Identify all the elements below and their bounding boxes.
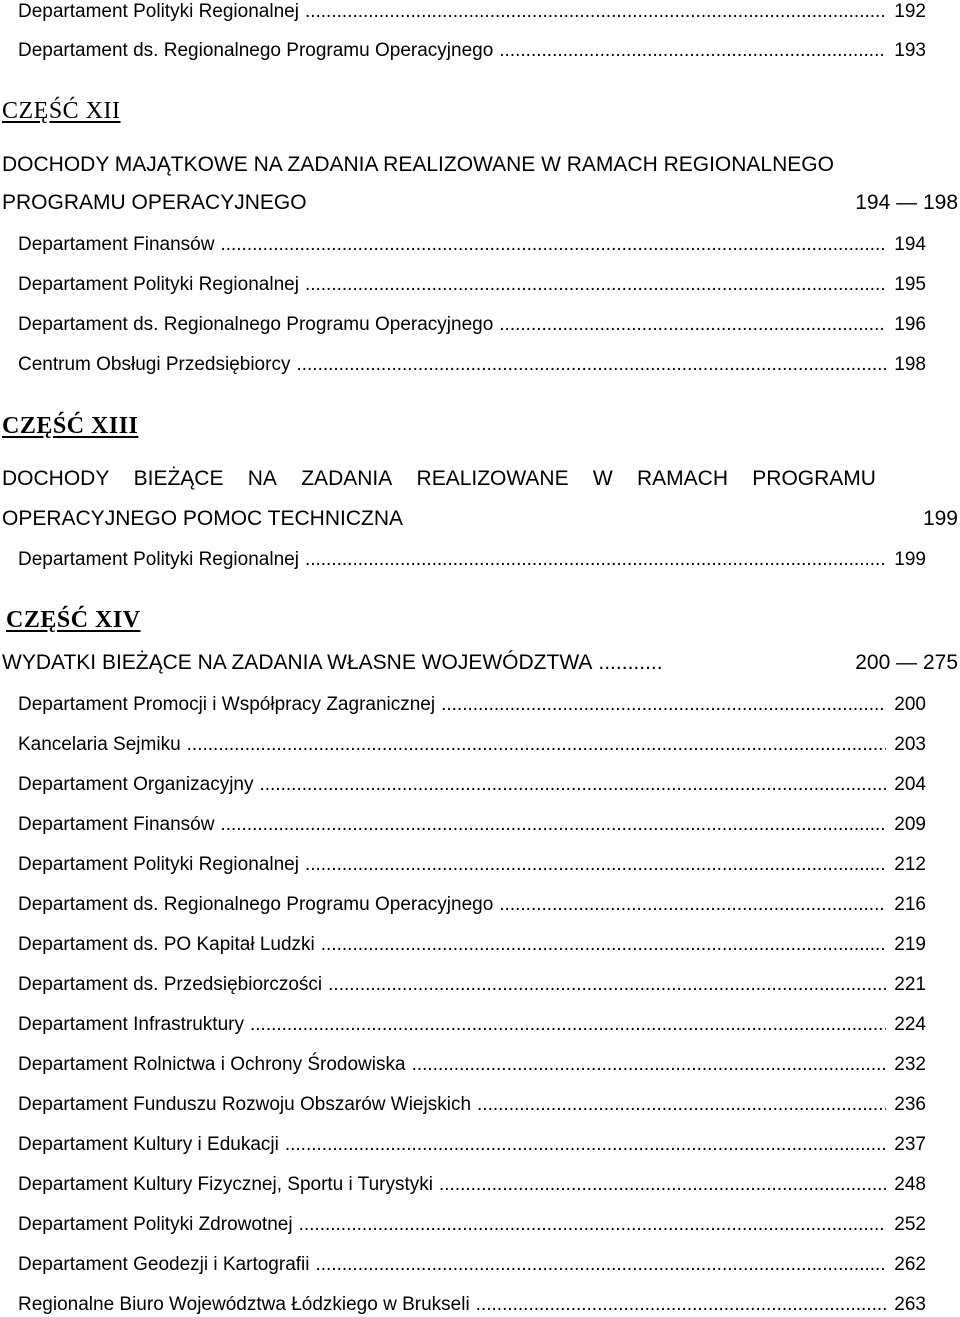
toc-entry-label: Departament Polityki Zdrowotnej bbox=[18, 1214, 293, 1235]
part-xiv-title: CZĘŚĆ XIV bbox=[6, 607, 141, 633]
dot-leader bbox=[441, 693, 886, 717]
toc-entry-label: Departament Finansów bbox=[18, 814, 215, 835]
dot-leader bbox=[321, 933, 886, 957]
toc-entry-label: Departament Polityki Regionalnej bbox=[18, 1, 299, 22]
dot-leader bbox=[187, 733, 886, 757]
heading-word: RAMACH bbox=[637, 467, 729, 490]
toc-entry-label: Departament ds. Regionalnego Programu Operacyjnego bbox=[18, 314, 494, 335]
dot-leader bbox=[260, 773, 887, 797]
toc-entry[interactable] bbox=[18, 973, 926, 997]
toc-entry-label: Departament ds. Regionalnego Programu Operacyjnego bbox=[18, 40, 494, 61]
toc-entry[interactable] bbox=[18, 773, 926, 797]
toc-entry-page: 262 bbox=[894, 1254, 926, 1275]
toc-entry-label: Departament Polityki Regionalnej bbox=[18, 549, 299, 570]
toc-entry[interactable] bbox=[18, 933, 926, 957]
part-xiv-heading-row[interactable] bbox=[2, 650, 958, 676]
dot-leader bbox=[285, 1133, 886, 1157]
part-xiv-heading-pages: 200 — 275 bbox=[855, 651, 958, 674]
toc-entry[interactable] bbox=[18, 313, 926, 337]
dot-leader bbox=[499, 313, 886, 337]
dot-leader bbox=[250, 1013, 886, 1037]
toc-entry-page: 236 bbox=[894, 1094, 926, 1115]
toc-entry[interactable] bbox=[18, 1293, 926, 1317]
dot-leader bbox=[299, 1213, 886, 1237]
toc-entry[interactable] bbox=[18, 353, 926, 377]
dot-leader bbox=[296, 353, 886, 377]
toc-entry-label: Kancelaria Sejmiku bbox=[18, 734, 181, 755]
toc-entry[interactable] bbox=[18, 1053, 926, 1077]
dot-leader bbox=[315, 1253, 886, 1277]
heading-word: DOCHODY bbox=[2, 467, 110, 490]
heading-word: NA bbox=[247, 467, 277, 490]
dot-leader bbox=[439, 1173, 886, 1197]
heading-word: PROGRAMU bbox=[752, 467, 876, 490]
part-xiii-heading-line2: OPERACYJNEGO POMOC TECHNICZNA bbox=[2, 507, 403, 530]
part-xii-heading-row[interactable] bbox=[2, 190, 958, 216]
toc-entry-page: 193 bbox=[894, 40, 926, 61]
toc-entry[interactable] bbox=[18, 39, 926, 63]
heading-word: REALIZOWANE bbox=[416, 467, 569, 490]
toc-entry-label: Departament Rolnictwa i Ochrony Środowiska bbox=[18, 1054, 406, 1075]
toc-entry-page: 204 bbox=[894, 774, 926, 795]
toc-entry-label: Departament Geodezji i Kartografii bbox=[18, 1254, 310, 1275]
toc-entry-page: 199 bbox=[894, 549, 926, 570]
toc-entry-label: Departament ds. Przedsiębiorczości bbox=[18, 974, 323, 995]
toc-entry[interactable] bbox=[18, 233, 926, 257]
dot-leader bbox=[305, 548, 886, 572]
toc-entry-page: 221 bbox=[894, 974, 926, 995]
toc-entry-page: 212 bbox=[894, 854, 926, 875]
toc-entry[interactable] bbox=[18, 0, 926, 24]
toc-entry-page: 219 bbox=[894, 934, 926, 955]
toc-entry-page: 237 bbox=[894, 1134, 926, 1155]
part-xiii-title: CZĘŚĆ XIII bbox=[2, 413, 139, 439]
dot-leader bbox=[305, 273, 886, 297]
part-xiii-heading-pages: 199 bbox=[922, 507, 958, 530]
toc-entry[interactable] bbox=[18, 273, 926, 297]
toc-entry[interactable] bbox=[18, 1213, 926, 1237]
toc-entry-label: Departament Polityki Regionalnej bbox=[18, 274, 299, 295]
dot-leader bbox=[499, 39, 886, 63]
toc-entry[interactable] bbox=[18, 1093, 926, 1117]
dot-leader bbox=[305, 0, 886, 24]
toc-entry[interactable] bbox=[18, 1013, 926, 1037]
toc-entry[interactable] bbox=[18, 693, 926, 717]
dot-leader bbox=[499, 893, 886, 917]
toc-entry-page: 195 bbox=[894, 274, 926, 295]
toc-entry[interactable] bbox=[18, 1253, 926, 1277]
toc-entry-page: 216 bbox=[894, 894, 926, 915]
part-xii-heading-line1: DOCHODY MAJĄTKOWE NA ZADANIA REALIZOWANE W RAMACH REGIONALNEGO bbox=[2, 153, 834, 176]
toc-entry[interactable] bbox=[18, 1133, 926, 1157]
toc-entry-label: Departament Infrastruktury bbox=[18, 1014, 244, 1035]
toc-entry[interactable] bbox=[18, 1173, 926, 1197]
part-xii-heading-line2: PROGRAMU OPERACYJNEGO bbox=[2, 191, 307, 214]
toc-entry-page: 194 bbox=[894, 234, 926, 255]
toc-entry[interactable] bbox=[18, 853, 926, 877]
toc-entry-label: Centrum Obsługi Przedsiębiorcy bbox=[18, 354, 291, 375]
heading-word: ZADANIA bbox=[301, 467, 393, 490]
dot-leader: ........... bbox=[598, 651, 663, 674]
toc-entry-label: Departament Polityki Regionalnej bbox=[18, 854, 299, 875]
toc-entry[interactable] bbox=[18, 733, 926, 757]
toc-entry-label: Departament Kultury i Edukacji bbox=[18, 1134, 279, 1155]
toc-entry-label: Departament Kultury Fizycznej, Sportu i Turystyki bbox=[18, 1174, 433, 1195]
toc-entry-page: 203 bbox=[894, 734, 926, 755]
toc-entry[interactable] bbox=[18, 548, 926, 572]
part-xiv-heading: WYDATKI BIEŻĄCE NA ZADANIA WŁASNE WOJEWÓDZTWA bbox=[2, 651, 593, 674]
part-xii-title: CZĘŚĆ XII bbox=[2, 98, 121, 124]
dot-leader bbox=[412, 1053, 886, 1077]
toc-entry-page: 263 bbox=[894, 1294, 926, 1315]
toc-entry-page: 224 bbox=[894, 1014, 926, 1035]
heading-word: BIEŻĄCE bbox=[133, 467, 224, 490]
part-xiii-heading-row[interactable] bbox=[2, 506, 958, 532]
toc-entry-page: 192 bbox=[894, 1, 926, 22]
heading-word: W bbox=[592, 467, 613, 490]
toc-entry-page: 209 bbox=[894, 814, 926, 835]
toc-entry-label: Departament Promocji i Współpracy Zagranicznej bbox=[18, 694, 436, 715]
toc-entry-page: 198 bbox=[894, 354, 926, 375]
toc-entry[interactable] bbox=[18, 813, 926, 837]
part-xiv-heading-left bbox=[2, 650, 703, 676]
toc-entry-page: 196 bbox=[894, 314, 926, 335]
dot-leader bbox=[477, 1093, 886, 1117]
toc-entry-page: 232 bbox=[894, 1054, 926, 1075]
toc-entry-label: Regionalne Biuro Województwa Łódzkiego w Brukseli bbox=[18, 1294, 470, 1315]
toc-entry-label: Departament Funduszu Rozwoju Obszarów Wiejskich bbox=[18, 1094, 472, 1115]
toc-entry-label: Departament Organizacyjny bbox=[18, 774, 254, 795]
toc-entry-page: 252 bbox=[894, 1214, 926, 1235]
dot-leader bbox=[476, 1293, 886, 1317]
dot-leader bbox=[305, 853, 886, 877]
toc-entry-label: Departament ds. Regionalnego Programu Operacyjnego bbox=[18, 894, 494, 915]
toc-entry-label: Departament Finansów bbox=[18, 234, 215, 255]
part-xii-heading-pages: 194 — 198 bbox=[855, 191, 958, 214]
toc-entry[interactable] bbox=[18, 893, 926, 917]
dot-leader bbox=[328, 973, 886, 997]
toc-entry-label: Departament ds. PO Kapitał Ludzki bbox=[18, 934, 315, 955]
part-xiii-heading-line1 bbox=[2, 466, 876, 492]
dot-leader bbox=[220, 813, 886, 837]
dot-leader bbox=[220, 233, 886, 257]
toc-entry-page: 200 bbox=[894, 694, 926, 715]
toc-entry-page: 248 bbox=[894, 1174, 926, 1195]
